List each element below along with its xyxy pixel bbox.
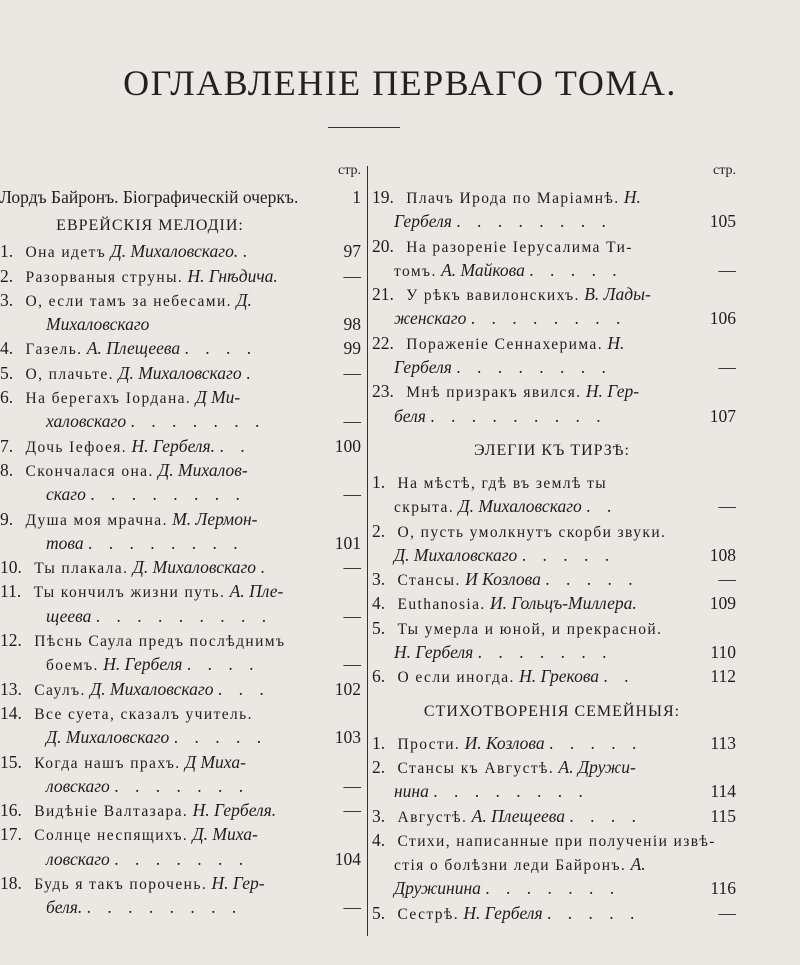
- entry-author: А.: [630, 854, 646, 875]
- entry-number: 5.: [0, 362, 14, 383]
- toc-entry: [0, 264, 365, 288]
- entry-title: Стансы.: [397, 572, 461, 590]
- entry-author: Д. Михаловскаго: [118, 362, 242, 383]
- section-heading-family-poems: СТИХОТВОРЕНІЯ СЕМЕЙНЫЯ:: [423, 702, 681, 720]
- entry-title: Солнце неспящихъ.: [34, 827, 189, 845]
- right-column: [372, 161, 798, 925]
- entry-number: 6.: [372, 666, 386, 687]
- entry-page: 101: [334, 532, 361, 553]
- entry-page: 115: [710, 805, 736, 826]
- entry-page: 104: [334, 848, 361, 869]
- entry-page: —: [343, 800, 361, 821]
- entry-leader: . . . . .: [521, 544, 616, 565]
- entry-author: скаго: [46, 484, 86, 505]
- entry-number: 3.: [372, 569, 386, 590]
- toc-entry: [372, 901, 798, 925]
- toc-entry: [0, 822, 365, 846]
- toc-entry: [372, 331, 798, 355]
- entry-author: Н. Гербеля.: [131, 435, 216, 456]
- toc-entry: [0, 312, 365, 336]
- entry-leader: . . . .: [184, 338, 258, 359]
- toc-entry: [372, 185, 798, 209]
- toc-entry: [0, 628, 365, 652]
- entry-number: 9.: [0, 508, 14, 529]
- entry-number: 15.: [0, 751, 22, 772]
- entry-number: 4.: [372, 829, 386, 850]
- entry-page: 97: [343, 241, 361, 262]
- entry-author: Д. Михаловскаго.: [110, 241, 239, 262]
- entry-author: М. Лермон-: [172, 508, 258, 529]
- entry-author: това: [46, 532, 84, 553]
- entry-page: —: [343, 557, 361, 578]
- entry-leader: . .: [219, 435, 251, 456]
- entry-author: Д. Михалов-: [158, 459, 248, 480]
- entry-number: 2.: [372, 756, 386, 777]
- entry-author: Н.: [607, 332, 625, 353]
- toc-entry: [0, 531, 365, 555]
- entry-author: ловскаго: [46, 775, 110, 796]
- entry-leader: . . .: [217, 678, 270, 699]
- toc-entry: [0, 652, 365, 676]
- entry-title: томъ.: [394, 262, 437, 280]
- entry-leader: . . . . . . .: [114, 848, 250, 869]
- entry-page: 110: [710, 642, 736, 663]
- entry-author: Д. Михаловскаго: [458, 496, 582, 517]
- entry-author: А. Плещеева: [86, 338, 181, 359]
- toc-entry: [372, 828, 798, 852]
- toc-entry: [372, 731, 798, 755]
- entry-page: 106: [709, 308, 736, 329]
- entry-title: стія о болѣзни леди Байронъ.: [394, 857, 627, 875]
- entry-author: И Козлова: [465, 569, 541, 590]
- entry-leader: . . . . . . . .: [90, 484, 246, 505]
- toc-entry: [0, 895, 365, 919]
- entry-page: 105: [709, 211, 736, 232]
- entry-title: Августѣ.: [397, 808, 468, 826]
- toc-entry: [372, 470, 798, 494]
- entry-title: Скончалася она.: [25, 462, 154, 480]
- toc-entry: [0, 239, 365, 263]
- page-column-header: стр.: [337, 163, 361, 178]
- entry-author: Гербеля: [394, 211, 452, 232]
- toc-list-left: [0, 239, 365, 919]
- entry-page: 108: [709, 544, 736, 565]
- title-rule: [328, 127, 400, 128]
- entry-page: 107: [709, 405, 736, 426]
- entry-page: 109: [709, 593, 736, 614]
- entry-title: На берегахъ Іордана.: [25, 390, 192, 408]
- toc-entry: [0, 336, 365, 360]
- toc-entry: [0, 725, 365, 749]
- toc-entry: [372, 755, 798, 779]
- entry-author: щеева: [46, 605, 92, 626]
- toc-entry: [0, 701, 365, 725]
- toc-entry: [372, 404, 798, 428]
- entry-page: —: [343, 484, 361, 505]
- toc-entry: [0, 798, 365, 822]
- entry-page: —: [343, 897, 361, 918]
- entry-title: Когда нашъ прахъ.: [34, 754, 181, 772]
- toc-entry: [372, 543, 798, 567]
- entry-number: 4.: [372, 593, 386, 614]
- entry-author: В. Лады-: [584, 284, 651, 305]
- toc-entry: [0, 482, 365, 506]
- entry-author: Д. Миха-: [192, 824, 258, 845]
- entry-author: А. Майкова: [441, 259, 525, 280]
- toc-entry: [0, 361, 365, 385]
- entry-title: Ты умерла и юной, и прекрасной.: [397, 620, 663, 638]
- toc-entry: [0, 555, 365, 579]
- entry-page: 113: [710, 732, 736, 753]
- toc-entry: [372, 591, 798, 615]
- entry-author: Н. Гербеля.: [192, 800, 277, 821]
- entry-number: 11.: [0, 581, 22, 602]
- entry-author: халовскаго: [46, 411, 127, 432]
- entry-leader: . . . . . . .: [485, 878, 621, 899]
- toc-entry: [372, 282, 798, 306]
- entry-number: 4.: [0, 338, 14, 359]
- entry-title: Сестрѣ.: [397, 905, 459, 923]
- entry-author: А. Дружи-: [558, 756, 636, 777]
- entry-leader: . .: [603, 666, 635, 687]
- entry-number: 5.: [372, 902, 386, 923]
- entry-number: 19.: [372, 187, 394, 207]
- toc-entry: [372, 494, 798, 518]
- entry-page: 114: [710, 781, 736, 802]
- entry-leader: .: [260, 557, 271, 578]
- entry-title: Стансы къ Августѣ.: [397, 759, 555, 777]
- entry-leader: .: [242, 241, 254, 262]
- entry-author: нина: [394, 781, 429, 802]
- toc-entry: [0, 847, 365, 871]
- toc-entry: [0, 579, 365, 603]
- entry-title: На разореніе Іерусалима Ти-: [406, 238, 633, 256]
- toc-entry: [0, 604, 365, 628]
- entry-leader: . . . . . . . .: [86, 897, 243, 918]
- entry-title: Душа моя мрачна.: [25, 511, 168, 529]
- entry-page: —: [343, 605, 361, 626]
- entry-number: 21.: [372, 284, 394, 305]
- toc-entry: [372, 640, 798, 664]
- toc-list-right-a: [372, 185, 798, 428]
- entry-author: Д Ми-: [195, 387, 241, 408]
- toc-entry: [0, 385, 365, 409]
- entry-leader: . . . . .: [545, 569, 639, 590]
- entry-author: Михаловскаго: [46, 314, 150, 335]
- toc-list-right-b: [372, 470, 798, 689]
- entry-author: Н. Гербеля: [103, 654, 183, 675]
- entry-title: У рѣкъ вавилонскихъ.: [406, 287, 580, 305]
- entry-author: беля.: [46, 897, 83, 918]
- entry-title: Разорваныя струны.: [25, 268, 184, 286]
- entry-number: 10.: [0, 557, 22, 578]
- toc-entry: [0, 774, 365, 798]
- entry-title: Ты кончилъ жизни путь.: [33, 584, 226, 602]
- entry-page: —: [343, 775, 361, 796]
- entry-number: 1.: [372, 732, 386, 753]
- entry-author: Д. Михаловскаго: [90, 678, 214, 699]
- entry-leader: . . . . . . . . .: [430, 405, 607, 426]
- entry-leader: . . . . .: [173, 727, 268, 748]
- entry-leader: . . . . . . . .: [456, 357, 612, 378]
- entry-page: —: [718, 569, 736, 590]
- entry-number: 17.: [0, 824, 22, 845]
- entry-title: О, пусть умолкнутъ скорби звуки.: [397, 523, 667, 541]
- entry-author: Н.: [623, 187, 641, 207]
- entry-author: Гербеля: [394, 357, 452, 378]
- entry-title: Она идетъ: [25, 244, 107, 262]
- entry-page: —: [718, 357, 736, 378]
- toc-entry: [0, 434, 365, 458]
- entry-author: ловскаго: [46, 848, 110, 869]
- entry-page: 103: [334, 727, 361, 748]
- entry-number: 2.: [0, 265, 14, 286]
- left-column: [0, 161, 365, 920]
- entry-author: Д. Михаловскаго: [132, 557, 257, 578]
- entry-number: 5.: [372, 617, 386, 638]
- entry-number: 22.: [372, 332, 394, 353]
- entry-leader: . . . . . . . .: [88, 532, 244, 553]
- toc-entry: [372, 234, 798, 258]
- entry-leader: . . . . .: [529, 259, 623, 280]
- entry-author: Н. Гнѣдича.: [187, 265, 278, 286]
- toc-entry: [0, 458, 365, 482]
- toc-entry: [372, 355, 798, 379]
- entry-leader: . . . . . . .: [130, 411, 266, 432]
- entry-page: 112: [710, 666, 736, 687]
- entry-page: 100: [334, 435, 361, 456]
- toc-entry: [372, 804, 798, 828]
- entry-page: 99: [343, 338, 361, 359]
- entry-author: Д. Михаловскаго: [394, 544, 518, 565]
- page-title: ОГЛАВЛЕНІЕ ПЕРВАГО ТОМА.: [123, 63, 677, 103]
- page-column-header: стр.: [712, 163, 736, 178]
- entry-author: Н. Гербеля: [463, 902, 543, 923]
- entry-author: Н. Гер-: [211, 873, 265, 894]
- entry-title: Плачъ Ирода по Маріамнѣ.: [406, 190, 620, 207]
- entry-title: Дочь Іефоея.: [25, 438, 128, 456]
- entry-title: Ты плакала.: [34, 560, 129, 578]
- toc-entry: [0, 677, 365, 701]
- entry-leader: . . . . . . . .: [456, 211, 612, 232]
- entry-page: —: [718, 902, 736, 923]
- toc-intro: Лордъ Байронъ. Біографическій очеркъ. 1: [0, 187, 361, 207]
- entry-author: Дружинина: [394, 878, 481, 899]
- entry-leader: . . . . . . .: [477, 642, 613, 663]
- entry-number: 8.: [0, 459, 14, 480]
- entry-author: Н. Гербеля: [394, 642, 474, 663]
- entry-number: 16.: [0, 800, 22, 821]
- entry-page: —: [343, 411, 361, 432]
- entry-leader: . . . . .: [549, 732, 643, 753]
- entry-title: Все суета, сказалъ учитель.: [34, 705, 253, 723]
- entry-leader: . .: [586, 496, 618, 517]
- entry-leader: . . . . . . . . .: [95, 605, 273, 626]
- entry-author: Н. Гер-: [585, 381, 640, 402]
- entry-page: —: [718, 496, 736, 517]
- toc-entry: [372, 519, 798, 543]
- entry-title: Газель.: [25, 341, 83, 359]
- entry-title: Пѣснь Саула предъ послѣднимъ: [34, 633, 286, 651]
- toc-entry: [372, 567, 798, 591]
- entry-number: 1.: [0, 241, 14, 262]
- entry-author: Д.: [236, 289, 252, 310]
- entry-title: Euthanosia.: [397, 596, 486, 614]
- entry-author: Д Миха-: [184, 751, 246, 772]
- toc-entry: [0, 507, 365, 531]
- toc-entry: [372, 306, 798, 330]
- entry-page: —: [343, 265, 361, 286]
- entry-author: Н. Грекова: [519, 666, 600, 687]
- entry-leader: . . . .: [186, 654, 260, 675]
- entry-number: 13.: [0, 678, 22, 699]
- entry-title: На мѣстѣ, гдѣ въ землѣ ты: [397, 474, 608, 492]
- toc-entry: [0, 871, 365, 895]
- entry-number: 12.: [0, 630, 22, 651]
- section-heading-hebrew-melodies: ЕВРЕЙСКІЯ МЕЛОДІИ:: [56, 217, 244, 235]
- entry-title: Саулъ.: [34, 681, 86, 699]
- entry-author: И. Гольцъ-Миллера.: [490, 593, 637, 614]
- toc-entry: [0, 288, 365, 312]
- entry-author: беля: [394, 405, 426, 426]
- entry-author: А. Плещеева: [471, 805, 565, 826]
- entry-leader: . . . .: [569, 805, 642, 826]
- toc-entry: [372, 852, 798, 876]
- toc-list-right-c: [372, 731, 798, 925]
- entry-author: А. Пле-: [229, 581, 284, 602]
- entry-leader: . . . . . . . .: [433, 781, 589, 802]
- entry-page: —: [343, 362, 361, 383]
- entry-page: 102: [334, 678, 361, 699]
- entry-number: 7.: [0, 435, 14, 456]
- toc-entry: [372, 209, 798, 233]
- entry-number: 6.: [0, 387, 14, 408]
- entry-title: О, если тамъ за небесами.: [25, 292, 232, 310]
- entry-title: Прости.: [397, 735, 461, 753]
- toc-entry: [372, 876, 798, 900]
- entry-number: 1.: [372, 471, 386, 492]
- entry-number: 2.: [372, 520, 386, 541]
- entry-title: О, плачьте.: [25, 365, 114, 383]
- entry-title: О если иногда.: [397, 669, 515, 687]
- toc-entry: [372, 616, 798, 640]
- entry-leader: . . . . . . . .: [470, 308, 627, 329]
- entry-title: Пораженіе Сеннахерима.: [406, 335, 603, 353]
- entry-leader: . . . . . . .: [114, 775, 250, 796]
- section-heading-elegies: ЭЛЕГІИ КЪ ТИРЗѢ:: [474, 441, 630, 459]
- column-divider: [367, 166, 368, 936]
- toc-entry: [372, 664, 798, 688]
- entry-page: 98: [343, 314, 361, 335]
- entry-number: 18.: [0, 873, 22, 894]
- entry-page: 116: [710, 878, 736, 899]
- entry-title: Будь я такъ порочень.: [34, 876, 208, 894]
- entry-title: Мнѣ призракъ явился.: [406, 384, 582, 402]
- entry-number: 23.: [372, 381, 394, 402]
- entry-number: 14.: [0, 702, 22, 723]
- entry-author: Д. Михаловскаго: [46, 727, 170, 748]
- entry-author: И. Козлова: [464, 732, 545, 753]
- toc-entry: [0, 750, 365, 774]
- entry-number: 3.: [372, 805, 386, 826]
- toc-entry: [372, 779, 798, 803]
- entry-number: 20.: [372, 235, 394, 256]
- toc-entry: [0, 409, 365, 433]
- toc-entry: [372, 258, 798, 282]
- entry-title: боемъ.: [46, 657, 99, 675]
- entry-title: Видѣніе Валтазара.: [34, 803, 189, 821]
- entry-page: —: [343, 654, 361, 675]
- entry-title: скрыта.: [394, 499, 455, 517]
- entry-author: женскаго: [394, 308, 467, 329]
- toc-entry: [372, 379, 798, 403]
- entry-page: —: [718, 259, 736, 280]
- entry-leader: . . . . .: [546, 902, 641, 923]
- entry-title: Стихи, написанные при полученіи извѣ-: [397, 832, 716, 850]
- entry-number: 3.: [0, 289, 14, 310]
- entry-leader: .: [246, 362, 257, 383]
